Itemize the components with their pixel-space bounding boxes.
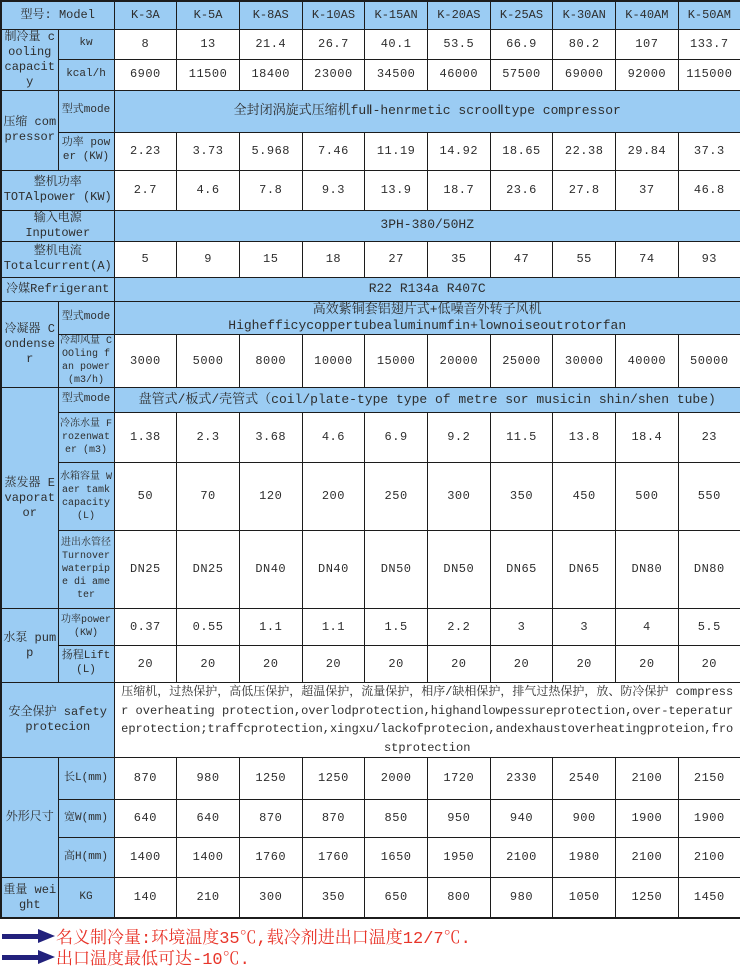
value-cell: 18	[302, 241, 365, 277]
label-safety: 安全保护 safety protecion	[1, 683, 114, 758]
value-cell: 20	[114, 646, 177, 683]
value-cell: 70	[177, 463, 240, 531]
value-cell: 23	[678, 413, 740, 463]
value-cell: 550	[678, 463, 740, 531]
value-cell: 37.3	[678, 132, 740, 170]
value-cell: 20	[302, 646, 365, 683]
label-tank-capacity: 水箱容量 Waer tamkcapacity(L)	[58, 463, 114, 531]
table-row	[1, 878, 740, 918]
model-header: K-40AM	[616, 1, 679, 29]
label-kg: KG	[58, 878, 114, 918]
value-cell: 20	[616, 646, 679, 683]
label-height: 高H(mm)	[58, 838, 114, 878]
value-cell: 18.7	[427, 170, 490, 210]
value-cell: 23000	[302, 60, 365, 91]
value-cell: 500	[616, 463, 679, 531]
value-cell: 6.9	[365, 413, 428, 463]
value-cell: 7.8	[239, 170, 302, 210]
arrow-icon	[2, 929, 56, 943]
value-cell: 20	[553, 646, 616, 683]
value-cell: 11.19	[365, 132, 428, 170]
value-cell: 210	[177, 878, 240, 918]
table-row	[1, 60, 740, 91]
value-cell: 140	[114, 878, 177, 918]
model-header: K-30AN	[553, 1, 616, 29]
value-cell: 3	[553, 609, 616, 646]
value-cell: 300	[427, 463, 490, 531]
value-cell: 940	[490, 800, 553, 838]
label-pump-power: 功率power (KW)	[58, 609, 114, 646]
value-cell: 26.7	[302, 29, 365, 60]
table-row	[1, 388, 740, 413]
value-cell: 40.1	[365, 29, 428, 60]
value-cell: 1400	[177, 838, 240, 878]
table-row	[1, 646, 740, 683]
value-cell: 5.5	[678, 609, 740, 646]
value-cell: 870	[114, 758, 177, 800]
value-cell: 1720	[427, 758, 490, 800]
label-pipe-diameter: 进出水管径 Turnover waterpipe di ameter	[58, 531, 114, 609]
value-cell: 46.8	[678, 170, 740, 210]
value-cell: 870	[239, 800, 302, 838]
value-cell: 3000	[114, 335, 177, 388]
refrigerant-value: R22 R134a R407C	[114, 277, 740, 301]
value-cell: 11500	[177, 60, 240, 91]
value-cell: 1400	[114, 838, 177, 878]
value-cell: 3.68	[239, 413, 302, 463]
group-cooling: 制冷量 cooling capacity	[1, 29, 58, 90]
value-cell: 870	[302, 800, 365, 838]
footnote-text: 名义制冷量:环境温度35℃,载冷剂进出口温度12/7℃.	[56, 929, 471, 949]
value-cell: 9.3	[302, 170, 365, 210]
value-cell: 250	[365, 463, 428, 531]
table-row	[1, 838, 740, 878]
group-pump: 水泵 pump	[1, 609, 58, 683]
value-cell: 2.2	[427, 609, 490, 646]
value-cell: 20	[177, 646, 240, 683]
value-cell: 1.1	[302, 609, 365, 646]
model-header: K-8AS	[239, 1, 302, 29]
table-row	[1, 90, 740, 132]
value-cell: 0.55	[177, 609, 240, 646]
model-header: K-25AS	[490, 1, 553, 29]
value-cell: 27	[365, 241, 428, 277]
value-cell: 2.7	[114, 170, 177, 210]
table-row	[1, 335, 740, 388]
value-cell: 1.38	[114, 413, 177, 463]
label-kcalh: kcal/h	[58, 60, 114, 91]
value-cell: 20	[490, 646, 553, 683]
value-cell: 20	[365, 646, 428, 683]
table-row	[1, 531, 740, 609]
value-cell: 74	[616, 241, 679, 277]
value-cell: 29.84	[616, 132, 679, 170]
value-cell: 350	[302, 878, 365, 918]
value-cell: 18400	[239, 60, 302, 91]
value-cell: 4	[616, 609, 679, 646]
value-cell: 850	[365, 800, 428, 838]
label-comp-power: 功率 power (KW)	[58, 132, 114, 170]
value-cell: 2.23	[114, 132, 177, 170]
value-cell: 50000	[678, 335, 740, 388]
group-condenser: 冷凝器 Condenser	[1, 301, 58, 388]
value-cell: 2100	[616, 838, 679, 878]
value-cell: 57500	[490, 60, 553, 91]
label-frozen-water: 冷冻水量 Frozenwater (m3)	[58, 413, 114, 463]
value-cell: 13.9	[365, 170, 428, 210]
value-cell: 4.6	[302, 413, 365, 463]
label-kw: kw	[58, 29, 114, 60]
model-header-label: 型号: Model	[1, 1, 114, 29]
value-cell: 1900	[616, 800, 679, 838]
table-row	[1, 800, 740, 838]
value-cell: 1950	[427, 838, 490, 878]
footnotes	[0, 919, 740, 970]
value-cell: 9	[177, 241, 240, 277]
value-cell: DN40	[302, 531, 365, 609]
value-cell: 2330	[490, 758, 553, 800]
value-cell: 6900	[114, 60, 177, 91]
value-cell: 30000	[553, 335, 616, 388]
value-cell: 980	[490, 878, 553, 918]
value-cell: 66.9	[490, 29, 553, 60]
footnote-2	[2, 947, 740, 970]
value-cell: 2100	[616, 758, 679, 800]
value-cell: 2540	[553, 758, 616, 800]
value-cell: 1450	[678, 878, 740, 918]
table-row	[1, 683, 740, 758]
value-cell: 1250	[616, 878, 679, 918]
value-cell: 1250	[302, 758, 365, 800]
table-row	[1, 1, 740, 29]
group-compressor: 压缩 compressor	[1, 90, 58, 170]
value-cell: 2.3	[177, 413, 240, 463]
value-cell: 980	[177, 758, 240, 800]
value-cell: DN25	[114, 531, 177, 609]
table-row	[1, 170, 740, 210]
value-cell: 11.5	[490, 413, 553, 463]
value-cell: 640	[177, 800, 240, 838]
table-row	[1, 277, 740, 301]
value-cell: DN65	[490, 531, 553, 609]
value-cell: 950	[427, 800, 490, 838]
label-refrigerant: 冷媒Refrigerant	[1, 277, 114, 301]
value-cell: 1.1	[239, 609, 302, 646]
value-cell: 13.8	[553, 413, 616, 463]
value-cell: 300	[239, 878, 302, 918]
value-cell: 2150	[678, 758, 740, 800]
value-cell: 5.968	[239, 132, 302, 170]
condenser-mode-value: 高效紫铜套铝翅片式+低噪音外转子风机Highefficycoppertubealuminumfin+lownoiseoutrotorfan	[114, 301, 740, 335]
value-cell: 650	[365, 878, 428, 918]
arrow-icon	[2, 950, 56, 964]
value-cell: 10000	[302, 335, 365, 388]
label-mode: 型式mode	[58, 388, 114, 413]
value-cell: 133.7	[678, 29, 740, 60]
model-header: K-50AM	[678, 1, 740, 29]
label-mode: 型式mode	[58, 90, 114, 132]
value-cell: 53.5	[427, 29, 490, 60]
label-lift: 扬程Lift (L)	[58, 646, 114, 683]
value-cell: 18.4	[616, 413, 679, 463]
value-cell: 34500	[365, 60, 428, 91]
value-cell: 69000	[553, 60, 616, 91]
value-cell: 23.6	[490, 170, 553, 210]
value-cell: 47	[490, 241, 553, 277]
group-weight: 重量 weight	[1, 878, 58, 918]
value-cell: 120	[239, 463, 302, 531]
value-cell: 50	[114, 463, 177, 531]
value-cell: 37	[616, 170, 679, 210]
value-cell: 640	[114, 800, 177, 838]
group-evaporator: 蒸发器 Evaporator	[1, 388, 58, 609]
value-cell: 1900	[678, 800, 740, 838]
value-cell: 92000	[616, 60, 679, 91]
input-power-value: 3PH-380/50HZ	[114, 210, 740, 241]
label-total-current: 整机电流 Totalcurrent(A)	[1, 241, 114, 277]
value-cell: 107	[616, 29, 679, 60]
value-cell: 4.6	[177, 170, 240, 210]
value-cell: DN50	[365, 531, 428, 609]
value-cell: 40000	[616, 335, 679, 388]
value-cell: 46000	[427, 60, 490, 91]
value-cell: 1650	[365, 838, 428, 878]
value-cell: 20	[239, 646, 302, 683]
value-cell: 115000	[678, 60, 740, 91]
value-cell: 1760	[302, 838, 365, 878]
value-cell: DN80	[616, 531, 679, 609]
value-cell: 5	[114, 241, 177, 277]
value-cell: 2100	[678, 838, 740, 878]
value-cell: 200	[302, 463, 365, 531]
value-cell: DN65	[553, 531, 616, 609]
value-cell: 20000	[427, 335, 490, 388]
value-cell: 3.73	[177, 132, 240, 170]
value-cell: 7.46	[302, 132, 365, 170]
value-cell: 350	[490, 463, 553, 531]
table-row	[1, 210, 740, 241]
value-cell: 27.8	[553, 170, 616, 210]
value-cell: 1.5	[365, 609, 428, 646]
value-cell: 13	[177, 29, 240, 60]
model-header: K-20AS	[427, 1, 490, 29]
model-header: K-3A	[114, 1, 177, 29]
value-cell: 22.38	[553, 132, 616, 170]
table-row	[1, 132, 740, 170]
label-width: 宽W(mm)	[58, 800, 114, 838]
table-row	[1, 758, 740, 800]
value-cell: DN25	[177, 531, 240, 609]
label-input-power: 输入电源Inputower	[1, 210, 114, 241]
model-header: K-10AS	[302, 1, 365, 29]
value-cell: 3	[490, 609, 553, 646]
table-row	[1, 463, 740, 531]
value-cell: 2100	[490, 838, 553, 878]
value-cell: 14.92	[427, 132, 490, 170]
value-cell: 15	[239, 241, 302, 277]
value-cell: 80.2	[553, 29, 616, 60]
table-row	[1, 301, 740, 335]
footnote-text: 出口温度最低可达-10℃.	[56, 950, 250, 970]
value-cell: DN80	[678, 531, 740, 609]
value-cell: 1250	[239, 758, 302, 800]
value-cell: 35	[427, 241, 490, 277]
value-cell: 15000	[365, 335, 428, 388]
value-cell: 21.4	[239, 29, 302, 60]
value-cell: 1760	[239, 838, 302, 878]
model-header: K-5A	[177, 1, 240, 29]
value-cell: 5000	[177, 335, 240, 388]
table-row	[1, 241, 740, 277]
compressor-mode-value: 全封闭涡旋式压缩机fuⅡ-henrmetic scrooⅡtype compressor	[114, 90, 740, 132]
value-cell: 8	[114, 29, 177, 60]
value-cell: 2000	[365, 758, 428, 800]
value-cell: 9.2	[427, 413, 490, 463]
label-cooling-fan: 冷却风量 COOling fan power (m3/h)	[60, 336, 113, 386]
group-dimensions: 外形尺寸	[1, 758, 58, 878]
value-cell: 93	[678, 241, 740, 277]
label-length: 长L(mm)	[58, 758, 114, 800]
value-cell: 18.65	[490, 132, 553, 170]
table-row	[1, 29, 740, 60]
value-cell: 20	[678, 646, 740, 683]
value-cell: 8000	[239, 335, 302, 388]
label-mode: 型式mode	[58, 301, 114, 335]
model-header: K-15AN	[365, 1, 428, 29]
value-cell: 55	[553, 241, 616, 277]
table-row	[1, 413, 740, 463]
table-row	[1, 609, 740, 646]
value-cell: DN40	[239, 531, 302, 609]
evaporator-mode-value: 盘管式/板式/壳管式（coil/plate-type type of metre sor musicin shin/shen tube)	[114, 388, 740, 413]
value-cell: 1980	[553, 838, 616, 878]
value-cell: 0.37	[114, 609, 177, 646]
value-cell: 900	[553, 800, 616, 838]
value-cell: 25000	[490, 335, 553, 388]
value-cell: 800	[427, 878, 490, 918]
footnote-1	[2, 926, 740, 949]
label-total-power: 整机功率 TOTAlpower (KW)	[1, 170, 114, 210]
safety-value: 压缩机，过热保护，高低压保护，超温保护，流量保护，相序/缺相保护，排气过热保护，放、防冷保护 compressr overheating protection,overlodprotection,highandlowpessureprotection,over-teperatureprotection;traffcprotection,xingxu/lackofprotecion,andexhaustoverheatingproteion,frostprotection	[114, 683, 740, 758]
value-cell: 450	[553, 463, 616, 531]
value-cell: 20	[427, 646, 490, 683]
value-cell: DN50	[427, 531, 490, 609]
value-cell: 1050	[553, 878, 616, 918]
